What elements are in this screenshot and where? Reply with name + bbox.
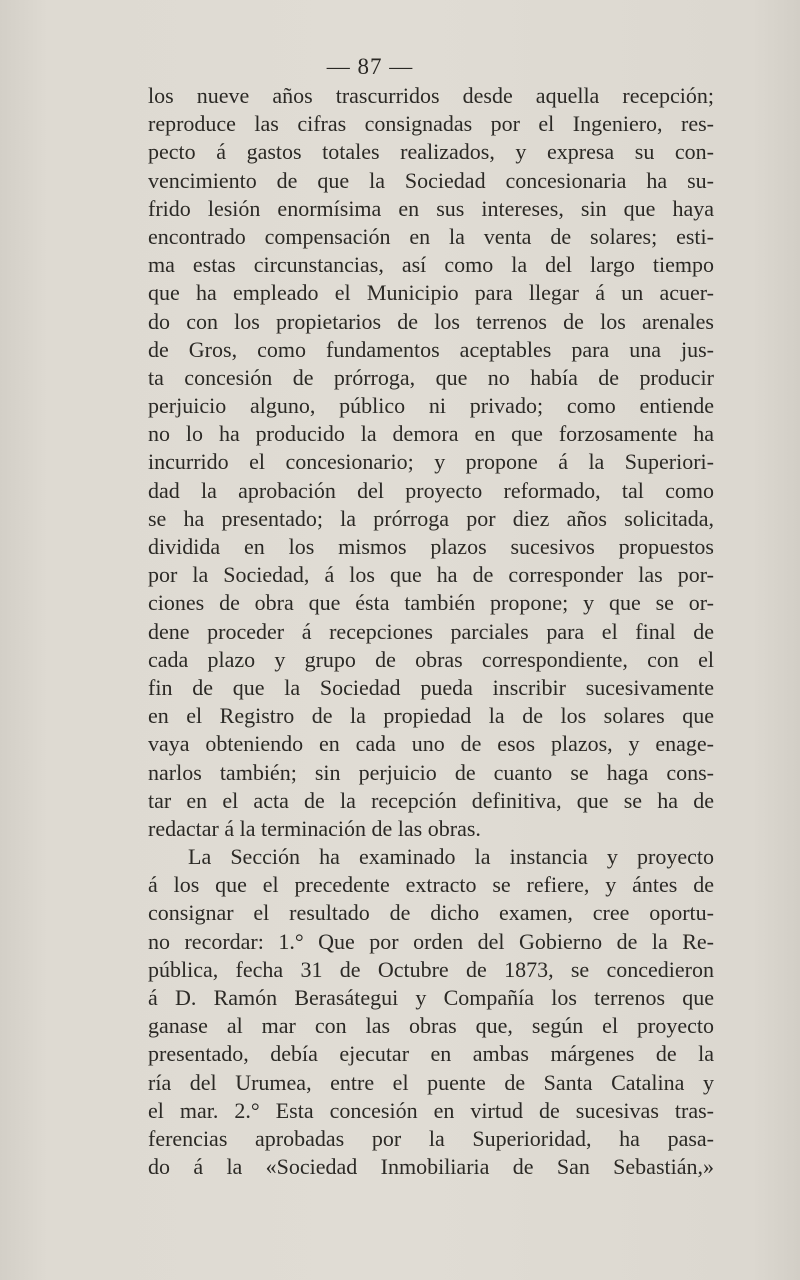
text-line: consignar el resultado de dicho examen, cree oportu- — [148, 900, 714, 926]
text-line: vaya obteniendo en cada uno de esos plazos, y enage- — [148, 731, 714, 757]
text-line: dividida en los mismos plazos sucesivos propuestos — [148, 534, 714, 559]
text-line: en el Registro de la propiedad la de los solares que — [148, 703, 714, 729]
text-line: se ha presentado; la prórroga por diez años solicitada, — [148, 505, 714, 531]
text-line: dad la aprobación del proyecto reformado, tal como — [148, 477, 714, 503]
text-line: que ha empleado el Municipio para llegar á un acuer- — [148, 280, 714, 306]
text-line: ma estas circunstancias, así como la del largo tiempo — [148, 252, 714, 278]
text-line: dene proceder á recepciones parciales para el final de — [148, 618, 714, 644]
paragraph-2 — [148, 843, 714, 1181]
text-line: pública, fecha 31 de Octubre de 1873, se concedieron — [148, 956, 714, 982]
text-line: La Sección ha examinado la instancia y proyecto — [188, 844, 714, 870]
text-line: no recordar: 1.° Que por orden del Gobierno de la Re- — [148, 928, 714, 954]
text-line: presentado, debía ejecutar en ambas márgenes de la — [148, 1041, 714, 1067]
text-line: perjuicio alguno, público ni privado; como entiende — [148, 393, 714, 419]
text-line: tar en el acta de la recepción definitiva, que se ha de — [148, 787, 714, 813]
text-line: pecto á gastos totales realizados, y expresa su con- — [148, 139, 714, 165]
text-line: ganase al mar con las obras que, según el proyecto — [148, 1013, 714, 1039]
text-line: fin de que la Sociedad pueda inscribir sucesivamente — [148, 674, 714, 700]
text-line: do con los propietarios de los terrenos de los arenales — [148, 308, 714, 334]
text-line: los nueve años trascurridos desde aquella recepción; — [148, 83, 714, 108]
text-line: á D. Ramón Berasátegui y Compañía los terrenos que — [148, 985, 714, 1010]
text-line: incurrido el concesionario; y propone á la Superiori- — [148, 449, 714, 475]
body-text — [148, 82, 714, 1181]
text-line: á los que el precedente extracto se refiere, y ántes de — [148, 872, 714, 898]
text-line: vencimiento de que la Sociedad concesionaria ha su- — [148, 167, 714, 193]
text-line: de Gros, como fundamentos aceptables para una jus- — [148, 336, 714, 362]
text-line: ría del Urumea, entre el puente de Santa Catalina y — [148, 1069, 714, 1095]
text-line: frido lesión enormísima en sus intereses, sin que haya — [148, 195, 714, 221]
text-line: encontrado compensación en la venta de solares; esti- — [148, 223, 714, 249]
text-line: narlos también; sin perjuicio de cuanto se haga cons- — [148, 759, 714, 785]
text-line: por la Sociedad, á los que ha de corresponder las por- — [148, 562, 714, 588]
text-line: ciones de obra que ésta también propone; y que se or- — [148, 590, 714, 616]
text-line: el mar. 2.° Esta concesión en virtud de sucesivas tras- — [148, 1097, 714, 1123]
text-line: do á la «Sociedad Inmobiliaria de San Sebastián,» — [148, 1154, 714, 1180]
page-number: — 87 — — [326, 54, 414, 79]
text-line: ta concesión de prórroga, que no había de producir — [148, 364, 714, 390]
text-line: ferencias aprobadas por la Superioridad, ha pasa- — [148, 1125, 714, 1151]
paragraph-1 — [148, 82, 714, 843]
text-line: reproduce las cifras consignadas por el Ingeniero, res- — [148, 111, 714, 137]
text-line: no lo ha producido la demora en que forzosamente ha — [148, 421, 714, 447]
text-line: cada plazo y grupo de obras correspondiente, con el — [148, 646, 714, 672]
text-line: redactar á la terminación de las obras. — [148, 815, 481, 841]
